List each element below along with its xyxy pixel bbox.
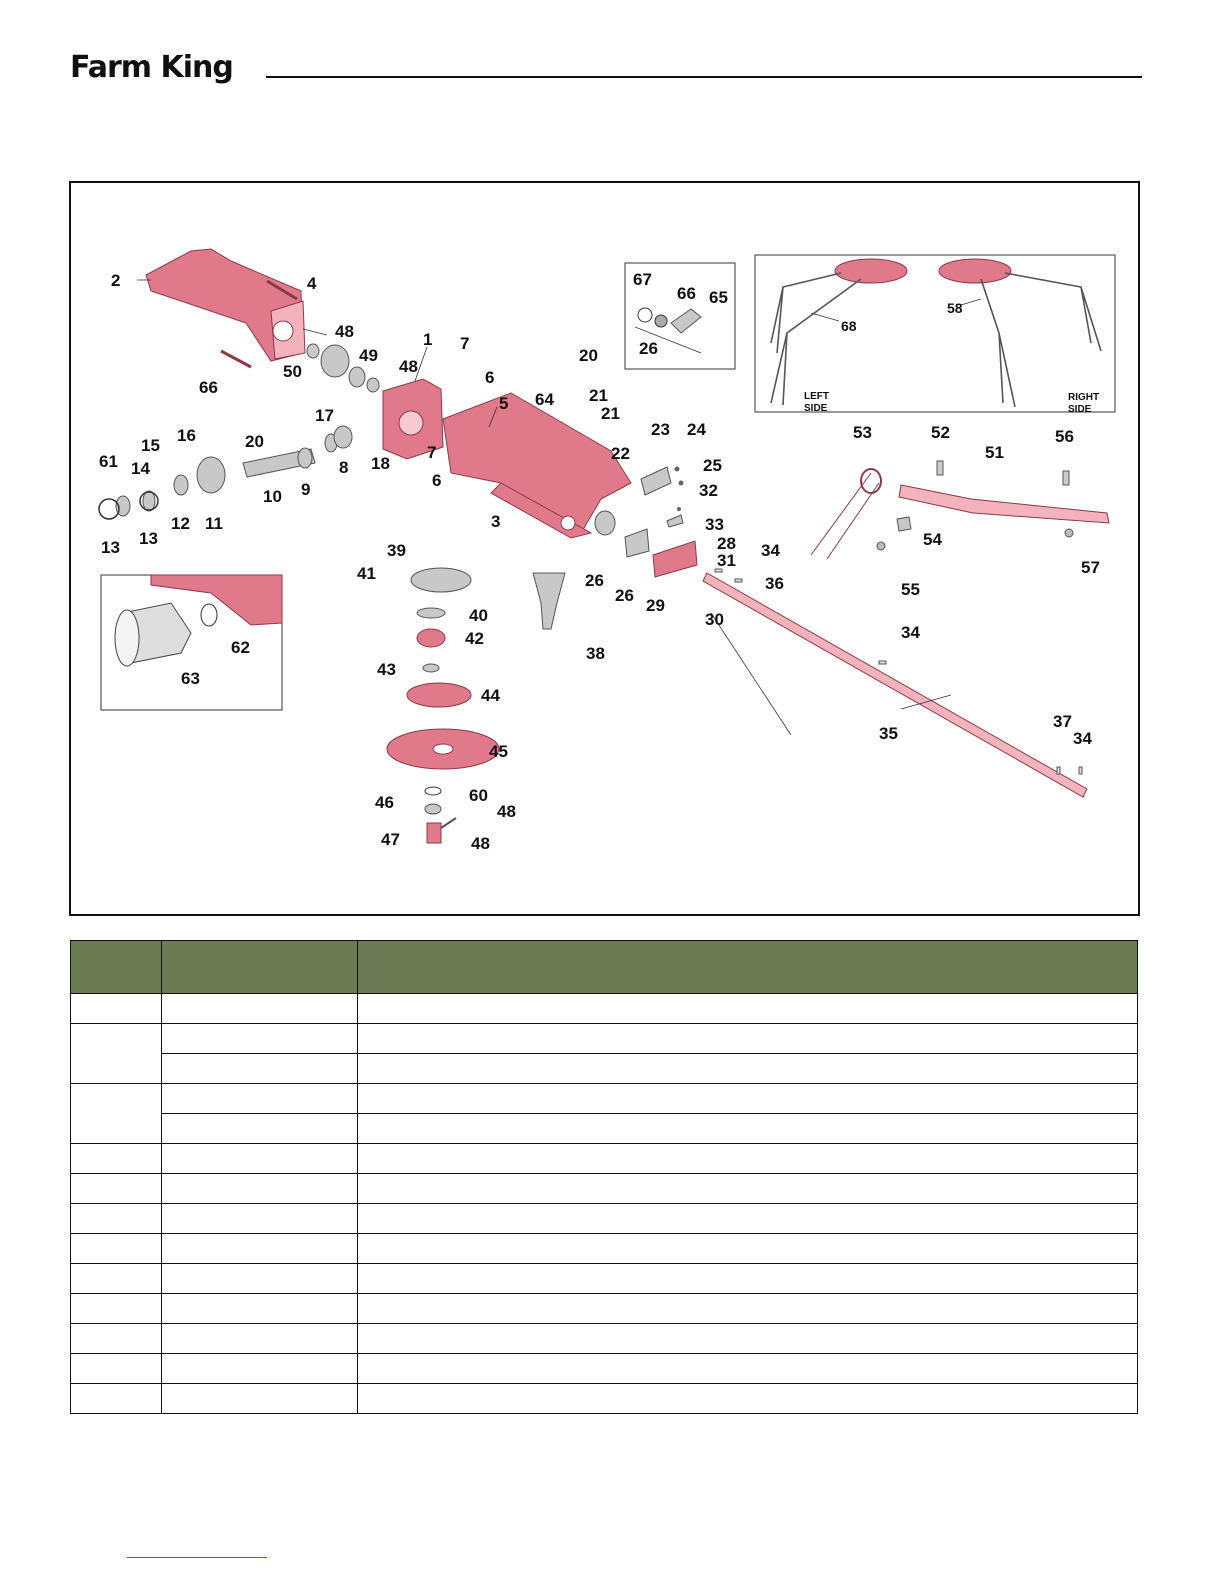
table-row [71, 1054, 1138, 1084]
callout: 41 [357, 564, 376, 583]
callout: 39 [387, 541, 406, 560]
callout: 43 [377, 660, 396, 679]
callout: 47 [381, 830, 400, 849]
callout: 57 [1081, 558, 1100, 577]
frame-arm-left [146, 249, 305, 361]
callout: 66 [677, 284, 696, 303]
callout: 33 [705, 515, 724, 534]
table-row [71, 994, 1138, 1024]
inset-rotor-tines [755, 255, 1115, 412]
brand-logo: Farm King [70, 50, 233, 85]
callout: 34 [901, 623, 920, 642]
callout: 16 [177, 426, 196, 445]
callout: 28 [717, 534, 736, 553]
callout: 66 [199, 378, 218, 397]
inset-left-label: LEFT [804, 391, 829, 402]
callout: 10 [263, 487, 282, 506]
exploded-view-drawing [71, 183, 1138, 914]
callout: 48 [471, 834, 490, 853]
callout: 63 [181, 669, 200, 688]
callout: 22 [611, 444, 630, 463]
tine-arm [703, 569, 1087, 797]
callout: 9 [301, 480, 311, 499]
callout: 6 [432, 471, 442, 490]
callout: 20 [579, 346, 598, 365]
callout: 50 [283, 362, 302, 381]
table-row [71, 1204, 1138, 1234]
callout: 65 [709, 288, 728, 307]
callout: 31 [717, 551, 736, 570]
callout: 55 [901, 580, 920, 599]
table-row [71, 1324, 1138, 1354]
callout: 34 [761, 541, 780, 560]
callout: 53 [853, 423, 872, 442]
col-header-part-number [162, 941, 358, 994]
table-row [71, 1354, 1138, 1384]
callout: 7 [460, 334, 470, 353]
inset-left-label: SIDE [804, 403, 828, 414]
callout: 3 [491, 512, 501, 531]
col-header-description [358, 941, 1138, 994]
callout: 62 [231, 638, 250, 657]
callout: 11 [205, 514, 223, 533]
table-row [71, 1084, 1138, 1114]
callout: 21 [601, 404, 620, 423]
callout: 26 [585, 571, 604, 590]
bearing-bracket [595, 511, 697, 577]
callout: 6 [485, 368, 495, 387]
callout: 48 [399, 357, 418, 376]
callout: 32 [699, 481, 718, 500]
table-row [71, 1264, 1138, 1294]
callout: 51 [985, 443, 1004, 462]
callout: 7 [427, 443, 437, 462]
col-header-ref [71, 941, 162, 994]
table-row [71, 1174, 1138, 1204]
callout: 48 [335, 322, 354, 341]
callout: 56 [1055, 427, 1074, 446]
callout: 42 [465, 629, 484, 648]
callout: 14 [131, 459, 150, 478]
header-rule [266, 76, 1142, 78]
callout: 15 [141, 436, 160, 455]
tine-holder [641, 467, 684, 512]
footer-link[interactable] [127, 1557, 267, 1558]
table-row [71, 1144, 1138, 1174]
callout: 61 [99, 452, 118, 471]
callout: 52 [931, 423, 950, 442]
callout: 13 [101, 538, 120, 557]
callout: 23 [651, 420, 670, 439]
callout: 24 [687, 420, 706, 439]
callout: 40 [469, 606, 488, 625]
tine-bar [877, 461, 1109, 550]
parts-table [70, 940, 1138, 1414]
table-row [71, 1384, 1138, 1414]
inset-right-label: SIDE [1068, 404, 1092, 415]
callout: 60 [469, 786, 488, 805]
callout: 13 [139, 529, 158, 548]
parts-table-header [71, 941, 1138, 994]
callout: 46 [375, 793, 394, 812]
callout: 68 [841, 318, 857, 334]
callout: 18 [371, 454, 390, 473]
parts-diagram [69, 181, 1140, 916]
callout: 34 [1073, 729, 1092, 748]
callout: 17 [315, 406, 334, 425]
callout: 38 [586, 644, 605, 663]
table-row [71, 1234, 1138, 1264]
callout: 5 [499, 394, 509, 413]
callout: 20 [245, 432, 264, 451]
table-row [71, 1294, 1138, 1324]
callout: 37 [1053, 712, 1072, 731]
double-tine [811, 469, 881, 559]
inset-right-label: RIGHT [1068, 392, 1100, 403]
callout: 54 [923, 530, 942, 549]
callout: 30 [705, 610, 724, 629]
callout: 35 [879, 724, 898, 743]
callout: 36 [765, 574, 784, 593]
table-row [71, 1114, 1138, 1144]
callout: 21 [589, 386, 608, 405]
callout: 58 [947, 300, 963, 316]
callout: 4 [307, 274, 317, 293]
callout: 8 [339, 458, 349, 477]
callout: 12 [171, 514, 190, 533]
callout: 45 [489, 742, 508, 761]
callout: 67 [633, 270, 652, 289]
callout: 1 [423, 330, 433, 349]
callout: 26 [639, 339, 658, 358]
callout: 49 [359, 346, 378, 365]
callout: 44 [481, 686, 500, 705]
callout: 25 [703, 456, 722, 475]
table-row [71, 1024, 1138, 1054]
spindle [533, 573, 565, 629]
callout: 48 [497, 802, 516, 821]
callout: 64 [535, 390, 554, 409]
callout: 26 [615, 586, 634, 605]
callout: 2 [111, 271, 121, 290]
callout: 29 [646, 596, 665, 615]
